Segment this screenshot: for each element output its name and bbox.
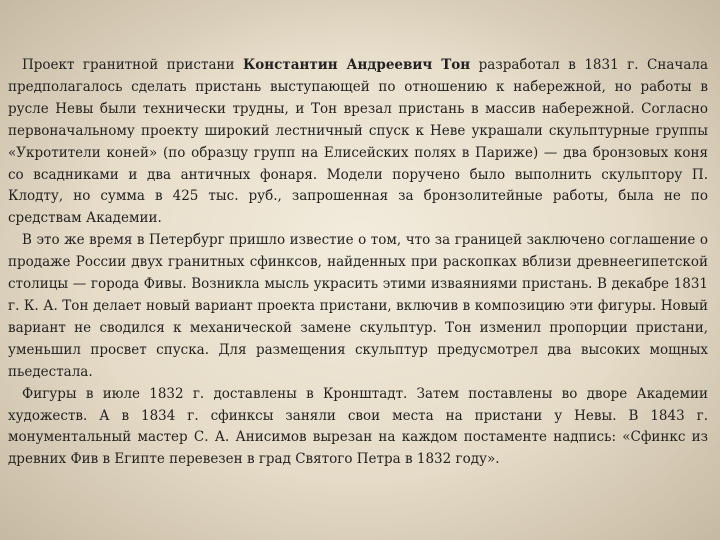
- architect-name: Константин Андреевич Тон: [242, 57, 471, 73]
- paragraph-1-rest: разработал в 1831 г. Сначала предполагалось сделать пристань выступающей по отношению к набережной, но работы в русле Невы были технически трудны, и Тон врезал пристань в массив набережной. Согласно первоначальному проекту широкий лестничный спуск к Неве украшали скульптурные группы «Укротители коней» (по образцу групп на Елисейских полях в Париже) — два бронзовых коня со всадниками и два античных фонаря. Модели поручено было выполнить скульптору П. Клодту, но сумма в 425 тыс. руб., запрошенная за бронзолитейные работы, была не по средствам Академии.: [8, 57, 708, 227]
- document-text: [8, 55, 708, 471]
- paragraph-3: Фигуры в июле 1832 г. доставлены в Кронштадт. Затем поставлены во дворе Академии художеств. А в 1834 г. сфинксы заняли свои места на пристани у Невы. В 1843 г. монументальный мастер С. А. Анисимов вырезан на каждом постаменте надпись: «Сфинкс из древних Фив в Египте перевезен в град Святого Петра в 1832 году».: [8, 385, 708, 468]
- paragraph-1: [8, 55, 708, 230]
- paragraph-2: В это же время в Петербург пришло известие о том, что за границей заключено соглашение о продаже России двух гранитных сфинксов, найденных при раскопках вблизи древнеегипетской столицы — города Фивы. Возникла мысль украсить этими изваяниями пристань. В декабре 1831 г. К. А. Тон делает новый вариант проекта пристани, включив в композицию эти фигуры. Новый вариант не сводился к механической замене скульптур. Тон изменил пропорции пристани, уменьшил просвет спуска. Для размещения скульптур предусмотрел два высоких мощных пьедестала.: [8, 232, 708, 380]
- paragraph-1-start: Проект гранитной пристани: [22, 57, 243, 73]
